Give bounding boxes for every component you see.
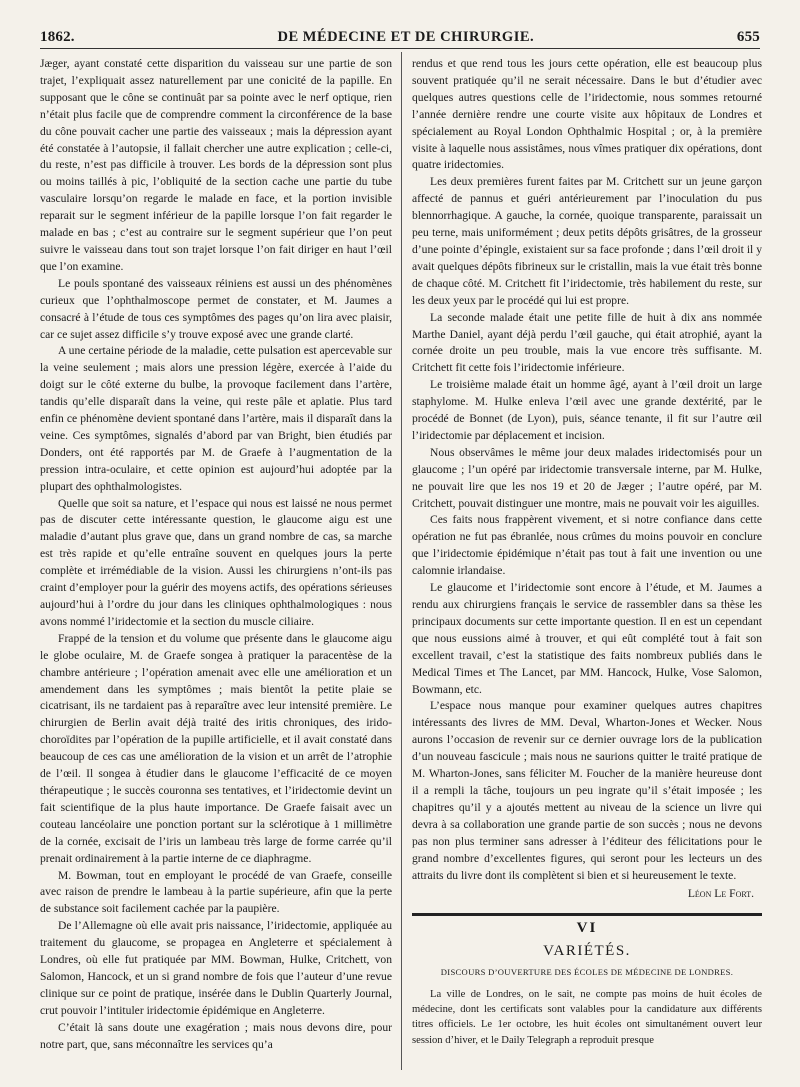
section-rule	[412, 913, 762, 916]
paragraph: M. Bowman, tout en employant le procédé de van Graefe, conseille avec raison de prendre le lambeau à la partie supérieure, afin que la perte de substance soit facilement cachée par la paupière.	[40, 868, 392, 916]
paragraph: rendus et que rend tous les jours cette opération, elle est beaucoup plus souvent pratiquée qu’il ne serait nécessaire. Dans le but d’étudier avec quelques autres questions celle de l’iridectomie, nous sommes retourné l’année dernière rendre une courte visite aux hôpitaux de Londres et spécialement au Royal London Ophthalmic Hospital ; or, à la première visite à laquelle nous assistâmes, nous vîmes pratiquer dix opérations, dont quatre iridectomies.	[412, 57, 762, 172]
paragraph: Les deux premières furent faites par M. Critchett sur un jeune garçon affecté de pannus et guéri antérieurement par l’inoculation du pus blennorrhagique. A gauche, la cornée, quoique transparente, paraissait un peu terne, mais uniformément ; deux petits dépôts grisâtres, de la grosseur d’une pointe d’épingle, existaient sur sa face profonde ; dans l’œil droit il y avait quelques dépôts fibrineux sur le cristallin, mais la vue était très bonne de chaque côté. M. Critchett fit l’iridectomie, très habilement du reste, sur les deux yeux par le procédé qui lui est propre.	[412, 175, 762, 307]
section-subtitle: DISCOURS D’OUVERTURE DES ÉCOLES DE MÉDECINE DE LONDRES.	[440, 967, 734, 978]
page-number: 655	[736, 29, 760, 45]
paragraph: Le glaucome et l’iridectomie sont encore à l’étude, et M. Jaumes a rendu aux chirurgiens français le service de rassembler dans sa thèse les principaux documents sur cette importante question. Il en est un cependant que nous eussions aimé à trouver, et qui eût complété tout à fait son excellent travail, c’est la statistique des faits nombreux publiés dans le Medical Times et The Lancet, par MM. Hancock, Hulke, Vose Salomon, Bowmann, etc.	[412, 581, 762, 696]
column-divider	[401, 52, 402, 1070]
paragraph: Le pouls spontané des vaisseaux réiniens est aussi un des phénomènes curieux que l’ophthalmoscope permet de constater, et M. Jaumes a consacré à l’étude de tous ces symptômes des pages qu’on lira avec plaisir, car ce sujet assez difficile s’y trouve exposé avec une grande clarté.	[40, 276, 392, 341]
paragraph: Ces faits nous frappèrent vivement, et si notre confiance dans cette opération ne fut pas ébranlée, nous crûmes du moins pouvoir en conclure que l’iridectomie épidémique n’était pas tout à fait une invention ou une calomnie irlandaise.	[412, 513, 762, 578]
left-column	[40, 56, 392, 1053]
right-column	[412, 56, 762, 1048]
paragraph: Nous observâmes le même jour deux malades iridectomisés pour un glaucome ; l’un opéré par iridectomie transversale interne, par M. Hulke, ne pouvait lire que les nos 19 et 20 de Jæger ; l’autre opéré, par M. Critchett, pouvait distinguer une montre, mais ne pouvait voir les aiguilles.	[412, 445, 762, 510]
running-header	[40, 24, 760, 49]
paragraph: A une certaine période de la maladie, cette pulsation est apercevable sur la veine seulement ; mais alors une pression légère, exercée à l’aide du doigt sur le côté externe du bulbe, la provoque facilement dans l’artère, tandis qu’elle disparaît dans la veine, qui reste pâle et aplatie. Plus tard enfin ce phénomène devient spontané dans l’artère, mais il disparaît dans la veine. Ces symptômes, signalés d’abord par van Bright, bien étudiés par Donders, ont été rapportés par M. de Graefe à l’augmentation de la pression intra-oculaire, et cette opinion est aujourd’hui adoptée par la plupart des ophthalmologistes.	[40, 344, 392, 493]
paragraph: C’était là sans doute une exagération ; mais nous devons dire, pour notre part, que, sans méconnaître les services qu’a	[40, 1020, 392, 1051]
paragraph: Le troisième malade était un homme âgé, ayant à l’œil droit un large staphylome. M. Hulke enleva l’œil avec une grande dextérité, par le procédé de Bonnet (de Lyon), puis, séance tenante, il fit sur l’autre œil l’iridectomie par déplacement et incision.	[412, 378, 762, 442]
section-intro: La ville de Londres, on le sait, ne compte pas moins de huit écoles de médecine, dont les certificats sont valables pour la candidature aux différents titres officiels. Le 1er octobre, les huit écoles ont simultanément ouvert leur session d’hiver, et le Daily Telegraph a reproduit presque	[412, 989, 762, 1046]
section-title: VARIÉTÉS.	[543, 943, 631, 960]
section-number: VI	[576, 920, 598, 937]
paragraph: L’espace nous manque pour examiner quelques autres chapitres intéressants des livres de MM. Deval, Wharton-Jones et Wecker. Nous aurons l’occasion de revenir sur ce dernier ouvrage lors de la publication d’un nouveau fascicule ; mais nous ne saurions quitter le traité pratique de M. Wharton-Jones, sans féliciter M. Foucher de la manière heureuse dont il a rempli la tâche, toujours un peu ingrate qu’il s’était imposée ; les chapitres qu’il y a ajoutés mettent au niveau de la science un livre qui devra à sa collaboration une grande partie de son succès ; nous ne devons pas non plus terminer sans adresser à l’éditeur des félicitations pour le grand nombre d’excellentes figures, qui seront pour les lecteurs un des attraits du livre dont ils complètent si bien et si heureusement le texte.	[412, 699, 762, 882]
paragraph: Jæger, ayant constaté cette disparition du vaisseau sur une partie de son trajet, l’expliquait assez naturellement par une conicité de la papille. En supposant que le cône se continuât par sa pointe avec le nerf optique, rien n’était plus facile que de comprendre comment la circonférence de la base du cône pouvait cacher une partie des vaisseaux ; mais la dépression ayant été constatée à l’autopsie, il fallait chercher une autre explication ; celle-ci, du reste, n’est pas difficile à trouver. Les bords de la dépression sont plus ou moins taillés à pic, l’obliquité de la section cache une partie du tube vasculaire lorsqu’on regarde le malade en face, et la portion invisible reparait sur le segment inférieur de la papille lorsque l’on fait regarder le malade en bas ; c’est au contraire sur le segment supérieur que l’on peut suivre le vaisseau dans tout son trajet lorsque l’on fait diriger en haut l’œil que l’on examine.	[40, 57, 392, 273]
paragraph: De l’Allemagne où elle avait pris naissance, l’iridectomie, appliquée au traitement du glaucome, se propagea en Angleterre et spécialement à Londres, où elle fut pratiquée par MM. Bowman, Hulke, Critchett, von Salomon, Hancock, et un si grand nombre de fois que l’auteur d’une revue clinique sur ce point de pratique, insérée dans le Dublin Quarterly Journal, crut pouvoir l’intituler iridectomie épidémique en Angleterre.	[40, 919, 392, 1017]
header-title: DE MÉDECINE ET DE CHIRURGIE.	[277, 29, 535, 45]
header-year: 1862.	[40, 29, 75, 45]
paragraph: La seconde malade était une petite fille de huit à dix ans nommée Marthe Daniel, ayant déjà perdu l’œil gauche, qui était atrophié, ayant la cornée droite un peu trouble, mais la vue encore très suffisante. M. Critchett fit cette fois l’iridectomie inférieure.	[412, 310, 762, 375]
paragraph: Frappé de la tension et du volume que présente dans le glaucome aigu le globe oculaire, M. de Graefe songea à pratiquer la paracentèse de la chambre antérieure ; l’opération amenait avec elle une amélioration et un amendement dans les symptômes ; mais bientôt la petite plaie se cicatrisant, ils ne tardaient pas à reparaître avec leur intensité première. Le chirurgien de Berlin avait déjà traité des iritis chroniques, des irido-choroïdites par l’opération de la pupille artificielle, et il avait constaté dans beaucoup de ces cas une amélioration de la vision et un arrêt de l’atrophie de l’œil. Il songea à étudier dans le glaucome l’efficacité de ce moyen thérapeutique ; le succès couronna ses tentatives, et l’iridectomie devint un fait scientifique de la plus haute importance. De Graefe faisait avec un couteau lancéolaire une ponction portant sur la sclérotique à 1 millimètre de la cornée, excisait de l’iris un lambeau très large de forme carrée qu’il prenait ordinairement à la partie interne de ce diaphragme.	[40, 631, 392, 865]
paragraph: Quelle que soit sa nature, et l’espace qui nous est laissé ne nous permet pas de discuter cette intéressante question, le glaucome aigu est une maladie d’autant plus grave que, dans un grand nombre de cas, sa marche est très rapide et qu’elle entraîne souvent en quelques jours la perte complète et irrémédiable de la vision. Aussi les chirurgiens n’ont-ils pas craint d’employer pour la guérir des moyens actifs, des opérations sérieuses aujourd’hui à l’ordre du jour dans les cliniques ophthalmologiques : nous avons nommé l’iridectomie et la section du muscle ciliaire.	[40, 496, 392, 628]
author-signature: Léon Le Fort.	[687, 887, 754, 901]
